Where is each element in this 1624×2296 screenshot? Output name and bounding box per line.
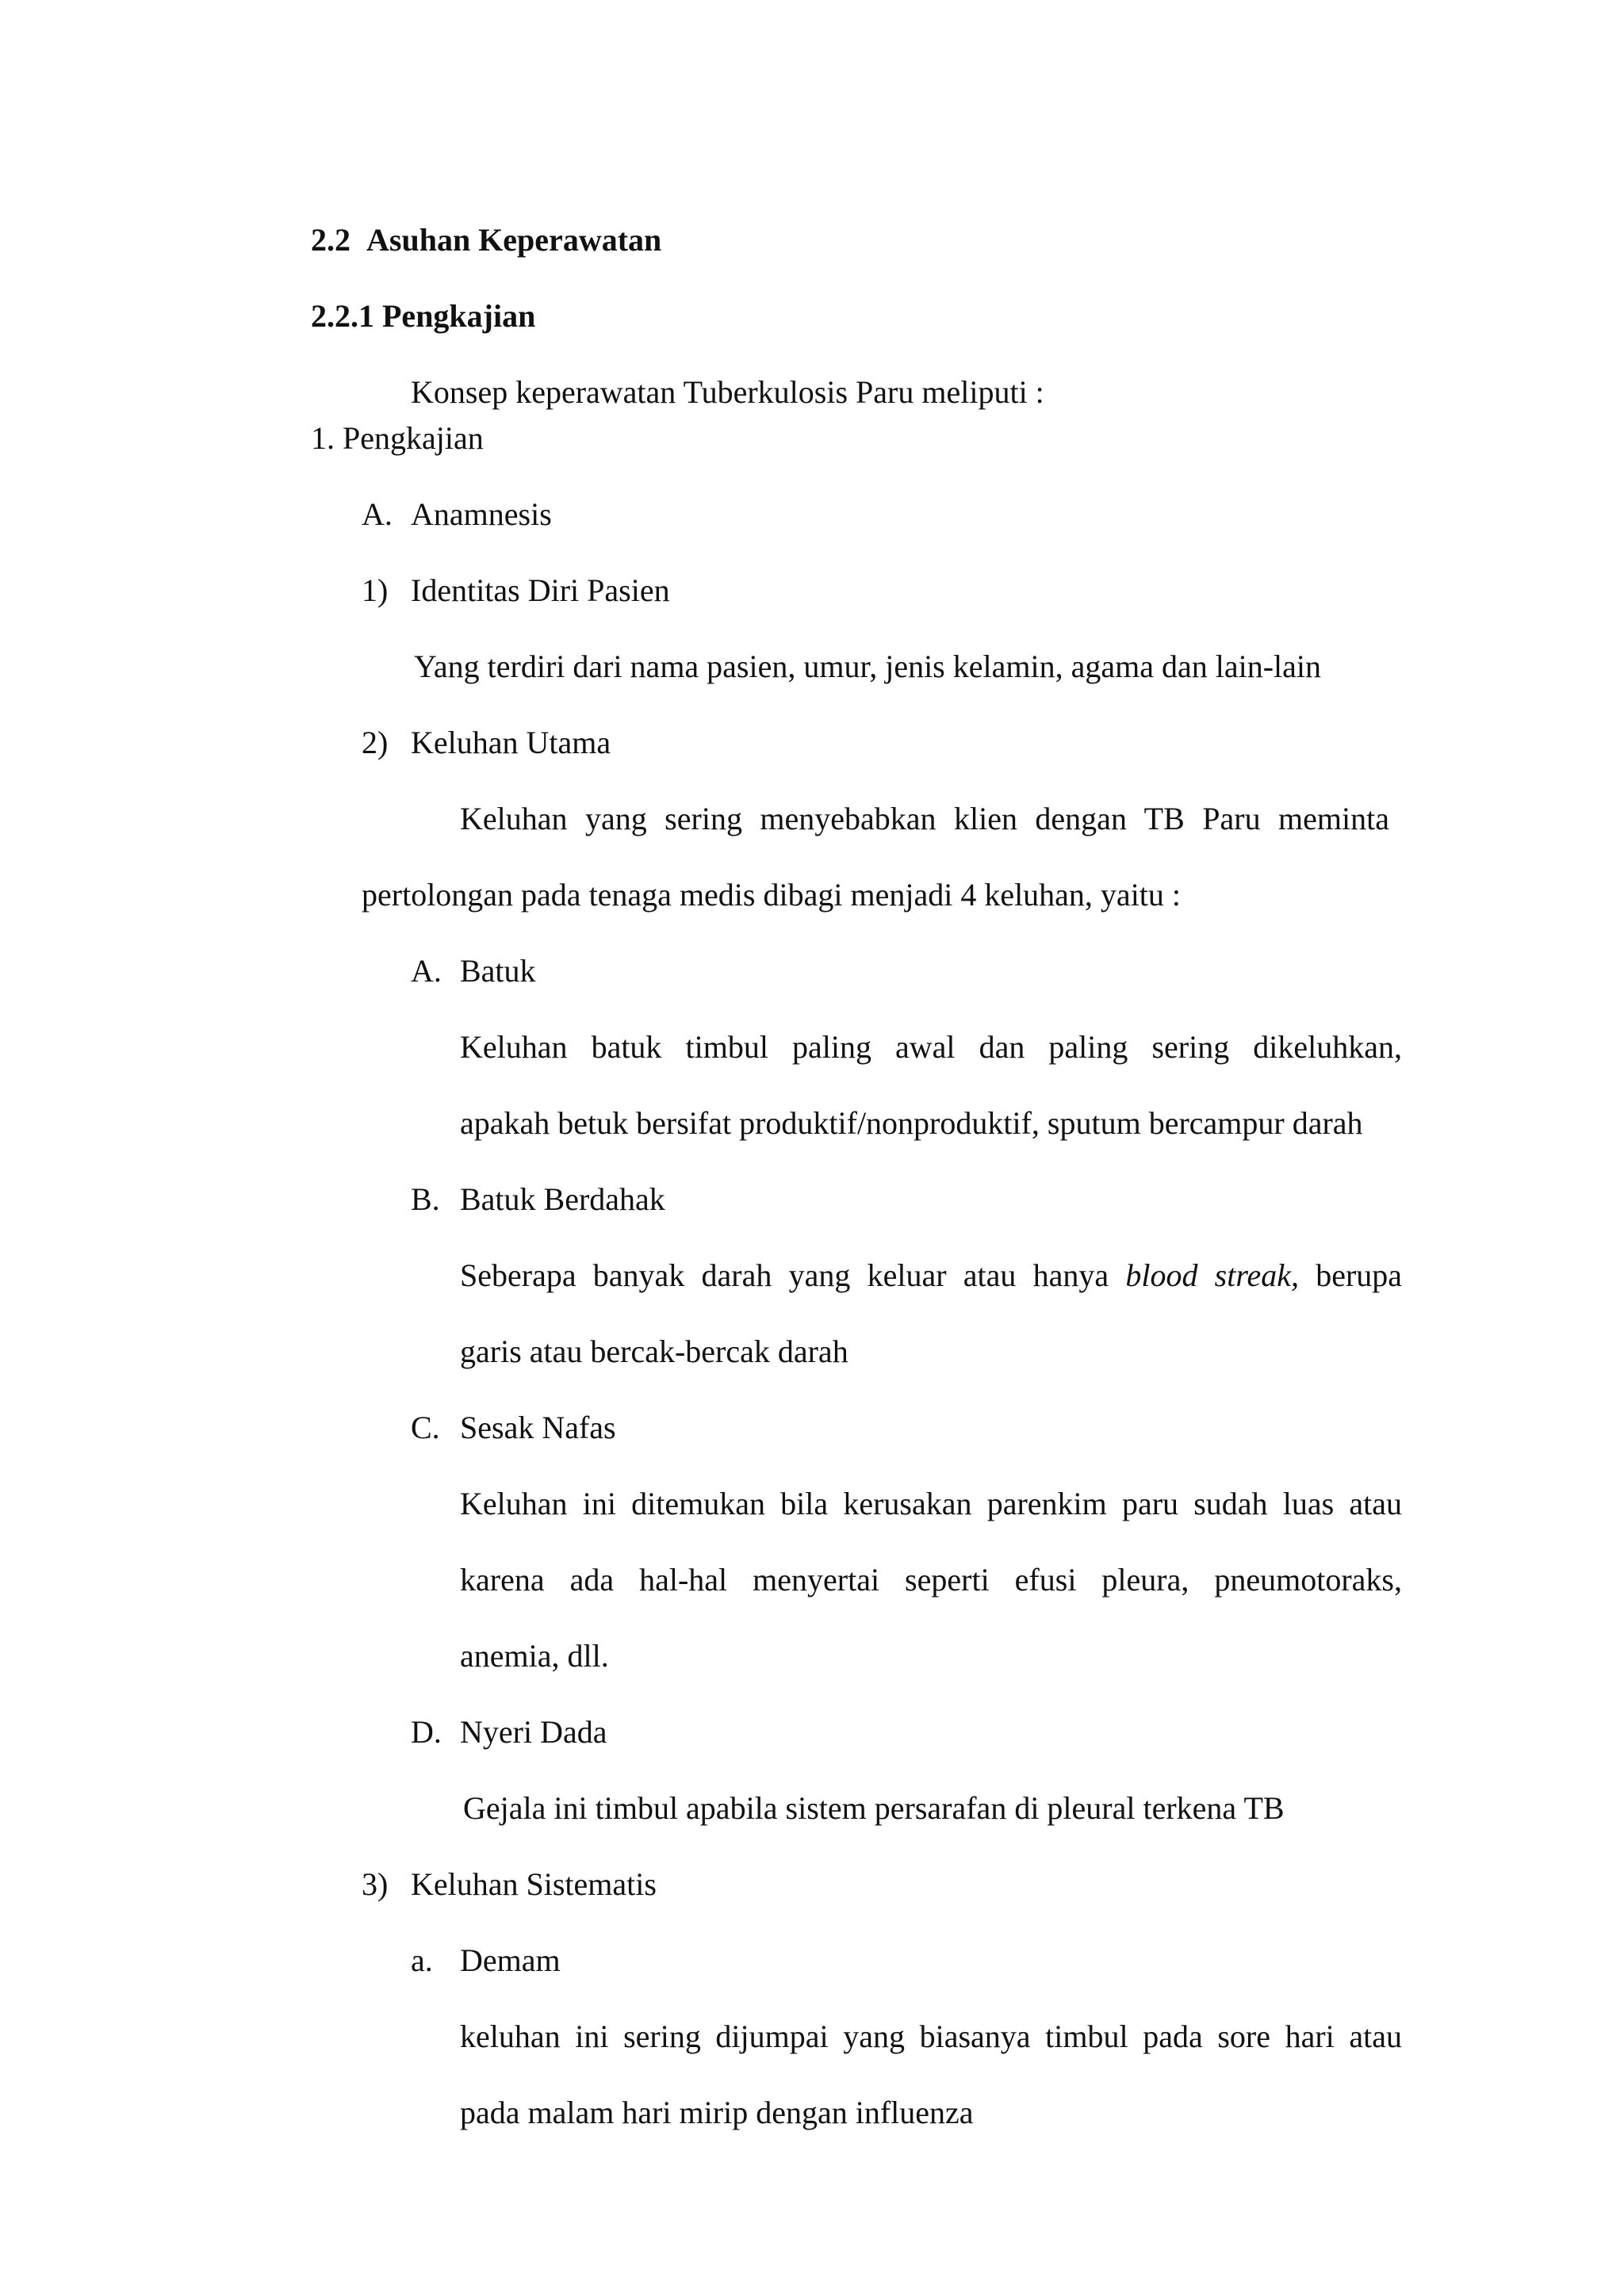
text-segment: Seberapa banyak darah yang keluar atau hanya — [460, 1257, 1109, 1293]
list-item-keluhan-sistematis — [362, 1865, 657, 1904]
sesak-nafas-text-line2: karena ada hal-hal menyertai seperti efusi pleura, pneumotoraks, — [460, 1562, 1402, 1598]
list-item-identitas — [362, 571, 670, 610]
list-marker: 1) — [362, 572, 389, 608]
list-item-label: Batuk Berdahak — [460, 1181, 665, 1217]
identitas-text: Yang terdiri dari nama pasien, umur, jenis kelamin, agama dan lain-lain — [414, 649, 1322, 684]
list-item-label: Demam — [460, 1942, 561, 1978]
list-marker: C. — [411, 1410, 440, 1445]
text-segment: berupa — [1316, 1257, 1403, 1293]
list-item-label: Identitas Diri Pasien — [411, 572, 670, 608]
section-heading-number: 2.2 — [311, 222, 350, 258]
section-heading-title: Asuhan Keperawatan — [366, 222, 662, 258]
list-marker: 3) — [362, 1866, 389, 1902]
batuk-text-line1: Keluhan batuk timbul paling awal dan paling sering dikeluhkan, — [460, 1029, 1402, 1065]
list-item-sesak-nafas — [411, 1408, 616, 1448]
list-item-label: Nyeri Dada — [460, 1714, 607, 1750]
list-marker: B. — [411, 1181, 440, 1217]
list-marker: A. — [362, 496, 393, 532]
nyeri-dada-text-line1: Gejala ini timbul apabila sistem persarafan di pleural terkena TB — [463, 1790, 1285, 1826]
demam-text-line2: pada malam hari mirip dengan influenza — [460, 2095, 974, 2130]
list-item-pengkajian: 1. Pengkajian — [311, 420, 484, 456]
list-marker: 2) — [362, 725, 389, 760]
italic-term: blood streak, — [1125, 1257, 1299, 1293]
list-item-label: Batuk — [460, 953, 536, 989]
batuk-berdahak-text-line2: garis atau bercak-bercak darah — [460, 1334, 848, 1369]
sesak-nafas-text-line3: anemia, dll. — [460, 1638, 609, 1674]
keluhan-utama-text-line1: Keluhan yang sering menyebabkan klien dengan TB Paru meminta — [460, 801, 1389, 836]
list-marker: D. — [411, 1714, 442, 1750]
list-item-demam — [411, 1941, 561, 1980]
list-item-label: Keluhan Utama — [411, 725, 611, 760]
list-item-label: Anamnesis — [411, 496, 552, 532]
sesak-nafas-text-line1: Keluhan ini ditemukan bila kerusakan parenkim paru sudah luas atau — [460, 1486, 1402, 1521]
list-item-label: Keluhan Sistematis — [411, 1866, 657, 1902]
list-item-batuk-berdahak — [411, 1180, 665, 1219]
demam-text-line1: keluhan ini sering dijumpai yang biasanya timbul pada sore hari atau — [460, 2019, 1402, 2054]
batuk-berdahak-text-line1 — [460, 1256, 1402, 1295]
list-item-label: Sesak Nafas — [460, 1410, 616, 1445]
keluhan-utama-text-line2: pertolongan pada tenaga medis dibagi menjadi 4 keluhan, yaitu : — [362, 877, 1182, 913]
list-marker: A. — [411, 953, 442, 989]
subsection-heading: 2.2.1 Pengkajian — [311, 298, 536, 334]
batuk-text-line2: apakah betuk bersifat produktif/nonproduktif, sputum bercampur darah — [460, 1105, 1363, 1141]
list-item-nyeri-dada — [411, 1712, 607, 1752]
intro-paragraph: Konsep keperawatan Tuberkulosis Paru meliputi : — [411, 374, 1044, 410]
list-item-anamnesis — [362, 495, 552, 534]
section-heading — [311, 220, 661, 260]
list-item-batuk — [411, 951, 536, 991]
list-item-keluhan-utama — [362, 723, 611, 763]
list-marker: a. — [411, 1942, 433, 1978]
